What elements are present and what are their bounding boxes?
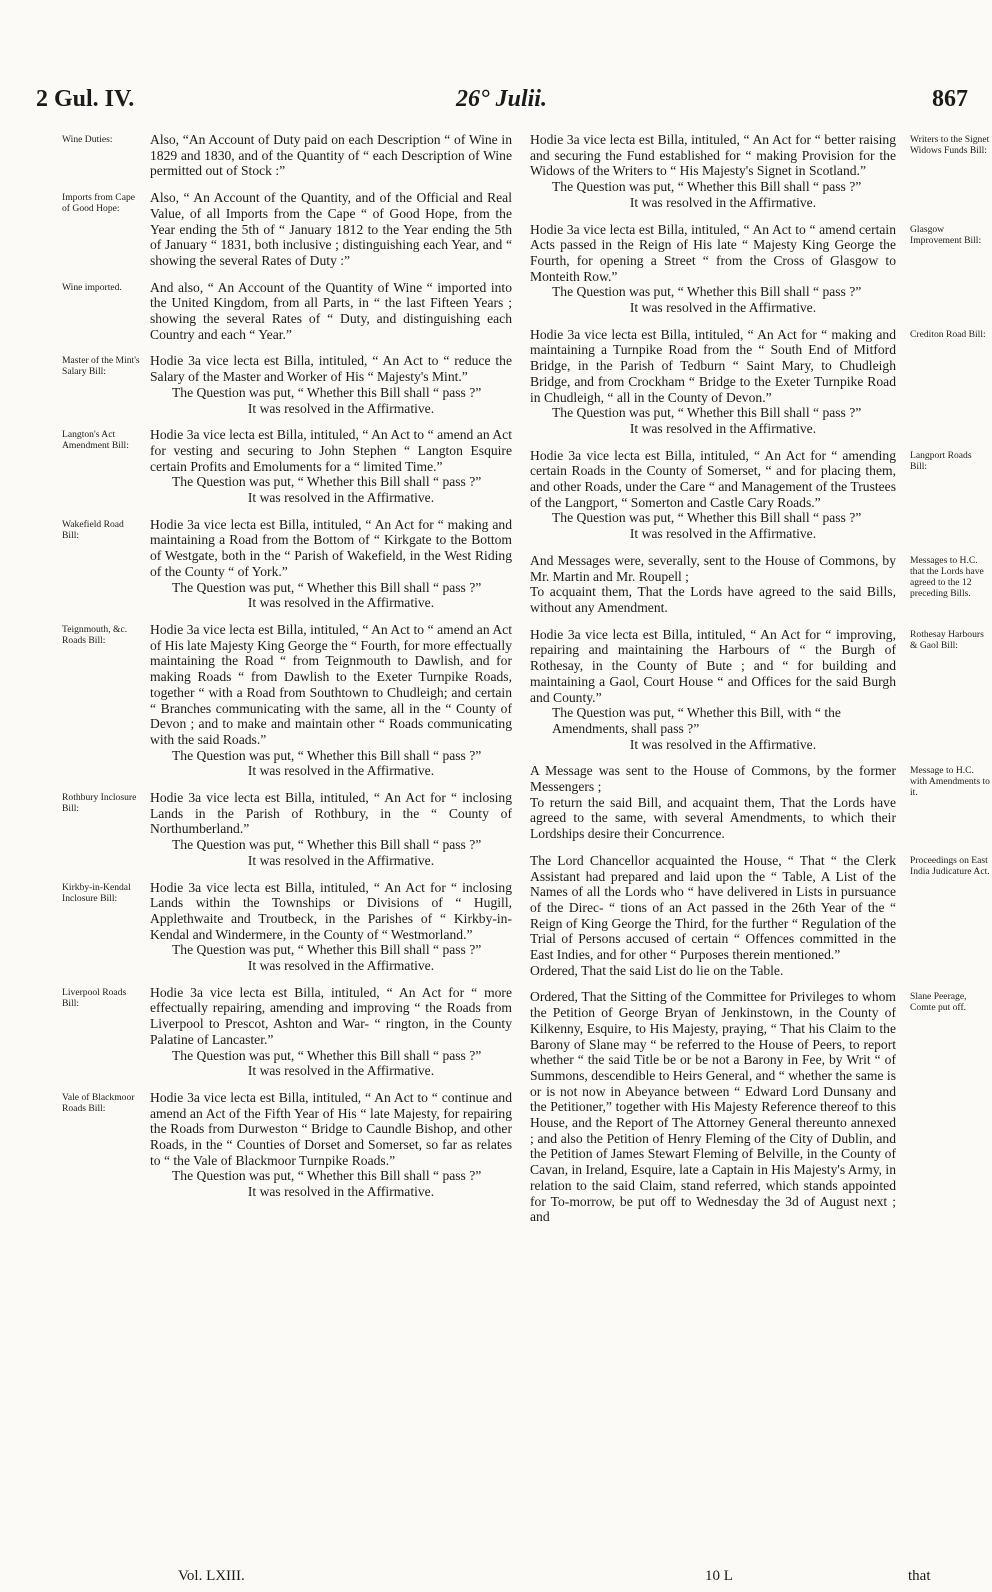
journal-entry xyxy=(530,552,984,616)
entry-text-continued: Ordered, That the said List do lie on the Table. xyxy=(530,962,784,978)
entry-text: Hodie 3a vice lecta est Billa, intituled, “ An Act to “ reduce the Salary of the Master and Worker of His “ Majesty's Mint.” xyxy=(150,353,512,385)
journal-entry xyxy=(62,279,512,343)
question-text: The Question was put, “ Whether this Bill shall “ pass ?” xyxy=(552,405,862,421)
entry-text: And Messages were, severally, sent to the House of Commons, by Mr. Martin and Mr. Roupell ; xyxy=(530,552,896,584)
margin-note: Wine imported. xyxy=(62,281,122,293)
resolution-text: It was resolved in the Affirmative. xyxy=(629,420,817,436)
journal-entry xyxy=(530,447,972,542)
entry-text: Ordered, That the Sitting of the Committee for Privileges to whom the Petition of George Bryan of Jenkinstown, in the County of Kilkenny, Esquire, to His Majesty, praying, “ That his Claim to the Barony of Slane may “ be referred to the House of Peers, to report whether “ the said Title be or be not a Barony in Fee, by Writ “ of Summons, descendible to Heirs General, and “ whether the same is or is not now in Abeyance between “ Edward Lord Dunsany and the Petitioner,” together with His Majesty Reference thereof to this House, and the Report of The Attorney General thereunto annexed ; and also the Petition of Henry Fleming of the City of Dublin, and the Petition of James Stewart Fleming of Belville, in the County of Cavan, in Ireland, Esquire, late a Captain in His Majesty's Army, in relation to the said Claim, stand referred, which stands appointed for To-morrow, be put off to Wednesday the 3d of August next ; and xyxy=(530,989,896,1225)
entry-text: Hodie 3a vice lecta est Billa, intituled, “ An Act for “ improving, repairing and maintaining the Harbours of “ the Burgh of Rothesay, in the County of Bute ; and “ for building and maintaining a Gaol, Court House “ and Offices for the said Burgh and County.” xyxy=(530,626,896,705)
question-text: The Question was put, “ Whether this Bill shall “ pass ?” xyxy=(172,384,482,400)
margin-note: Liverpool Roads Bill: xyxy=(62,986,127,1009)
question-text: The Question was put, “ Whether this Bill, with “ the Amendments, shall pass ?” xyxy=(552,705,841,736)
margin-note: Wakefield Road Bill: xyxy=(62,518,124,541)
journal-entry xyxy=(530,989,967,1225)
journal-entry xyxy=(530,763,990,842)
margin-note: Langton's Act Amendment Bill: xyxy=(62,429,129,452)
header-date: 26° Julii. xyxy=(456,86,547,112)
margin-note: Proceedings on East India Judicature Act. xyxy=(910,854,990,877)
margin-note: Rothbury Inclosure Bill: xyxy=(62,792,137,815)
question-text: The Question was put, “ Whether this Bill shall “ pass ?” xyxy=(172,579,482,595)
journal-entry xyxy=(62,1089,512,1200)
entry-text: Hodie 3a vice lecta est Billa, intituled, “ An Act for “ better raising and securing the Fund established for “ making Provision for the Widows of the Writers to “ His Majesty's Signet in Scotland.” xyxy=(530,132,896,179)
margin-note: Rothesay Harbours & Gaol Bill: xyxy=(910,628,984,651)
margin-note: Master of the Mint's Salary Bill: xyxy=(62,355,140,378)
entry-text: Hodie 3a vice lecta est Billa, intituled, “ An Act for “ more effectually repairing, amending and improving “ the Roads from Liverpool to Prescot, Ashton and War- “ rington, in the County Palatine of Lancaster.” xyxy=(150,984,512,1047)
journal-entry xyxy=(530,852,990,979)
journal-entry xyxy=(62,621,512,779)
journal-entry xyxy=(62,790,512,869)
question-text: The Question was put, “ Whether this Bill shall “ pass ?” xyxy=(172,1168,482,1184)
resolution-text: It was resolved in the Affirmative. xyxy=(247,958,435,974)
journal-entry xyxy=(62,190,512,269)
entry-text: The Lord Chancellor acquainted the House, “ That “ the Clerk Assistant had prepared and laid upon the “ Table, A List of the Names of all the Lords who “ have delivered in Lists in pursuance of the Direc- “ tions of an Act passed in the 26th Year of the “ Reign of King George the Third, for the further “ Regulation of the Trial of Persons accused of certain “ Offences committed in the East Indies, and for other “ Purposes therein mentioned.” xyxy=(530,852,896,963)
question-text: The Question was put, “ Whether this Bill shall “ pass ?” xyxy=(172,747,482,763)
resolution-text: It was resolved in the Affirmative. xyxy=(629,300,817,316)
page-header xyxy=(0,86,992,120)
journal-entry xyxy=(530,626,984,753)
journal-entry xyxy=(62,516,512,611)
journal-entry xyxy=(530,132,990,211)
entry-text: Hodie 3a vice lecta est Billa, intituled, “ An Act to “ amend an Act for vesting and securing to John Stephen “ Langton Esquire certain Profits and Emoluments for a “ limited Time.” xyxy=(150,427,512,474)
margin-note: Messages to H.C. that the Lords have agreed to the 12 preceding Bills. xyxy=(910,554,984,599)
entry-text-continued: To return the said Bill, and acquaint them, That the Lords have agreed to the same, with several Amendments, to which their Lordships desire their Concurrence. xyxy=(530,794,896,842)
volume-label: Vol. LXIII. xyxy=(178,1568,245,1584)
entry-text: Hodie 3a vice lecta est Billa, intituled, “ An Act to “ amend certain Acts passed in the Reign of His late “ Majesty King George the Fourth, for opening a Street “ from the Cross of Glasgow to Monteith Row.” xyxy=(530,221,896,284)
entry-text: Hodie 3a vice lecta est Billa, intituled, “ An Act for “ making and maintaining a Road from the Bottom of “ Kirkgate to the Bottom of Westgate, both in the “ Parish of Wakefield, in the West Riding of the County “ of York.” xyxy=(150,516,512,579)
resolution-text: It was resolved in the Affirmative. xyxy=(247,852,435,868)
entry-text: Also, “ An Account of the Quantity, and of the Official and Real Value, of all Imports from the Cape “ of Good Hope, from the Year ending the 5th of “ January 1812 to the Year ending the 5th of January “ 1831, both inclusive ; distinguishing each Year, and “ showing the several Rates of Duty :” xyxy=(150,190,512,268)
entry-text: Also, “An Account of Duty paid on each Description “ of Wine in 1829 and 1830, and of the Quantity of “ each Description of Wine permitted out of Stock :” xyxy=(150,132,512,179)
margin-note: Teignmouth, &c. Roads Bill: xyxy=(62,623,128,646)
margin-note: Message to H.C. with Amendments to it. xyxy=(910,765,990,799)
resolution-text: It was resolved in the Affirmative. xyxy=(247,1063,435,1079)
margin-note: Writers to the Signet Widows Funds Bill: xyxy=(910,134,990,156)
margin-note: Vale of Blackmoor Roads Bill: xyxy=(62,1091,135,1114)
journal-entry xyxy=(62,879,512,974)
resolution-text: It was resolved in the Affirmative. xyxy=(629,736,817,752)
journal-entry xyxy=(62,427,512,506)
question-text: The Question was put, “ Whether this Bill shall “ pass ?” xyxy=(552,179,862,195)
resolution-text: It was resolved in the Affirmative. xyxy=(247,400,435,416)
left-column xyxy=(62,132,512,1211)
question-text: The Question was put, “ Whether this Bill shall “ pass ?” xyxy=(172,942,482,958)
right-column xyxy=(530,132,990,1236)
journal-entry xyxy=(62,984,512,1079)
margin-note: Crediton Road Bill: xyxy=(910,328,986,340)
journal-entry xyxy=(62,132,512,179)
question-text: The Question was put, “ Whether this Bill shall “ pass ?” xyxy=(172,837,482,853)
margin-note: Wine Duties: xyxy=(62,134,113,145)
question-text: The Question was put, “ Whether this Bill shall “ pass ?” xyxy=(552,510,862,526)
margin-note: Glasgow Improvement Bill: xyxy=(910,223,982,246)
page-number: 867 xyxy=(932,86,968,112)
resolution-text: It was resolved in the Affirmative. xyxy=(247,595,435,611)
journal-entry xyxy=(530,326,986,437)
margin-note: Slane Peerage, Comte put off. xyxy=(910,991,967,1014)
resolution-text: It was resolved in the Affirmative. xyxy=(629,526,817,542)
question-text: The Question was put, “ Whether this Bill shall “ pass ?” xyxy=(552,284,862,300)
header-regnal-year: 2 Gul. IV. xyxy=(36,86,135,112)
entry-text: And also, “ An Account of the Quantity of Wine “ imported into the United Kingdom, from all Parts, in “ the last Fifteen Years ; showing the several Rates of “ Duty, and distinguishing each Country and each “ Year.” xyxy=(150,279,512,342)
question-text: The Question was put, “ Whether this Bill shall “ pass ?” xyxy=(172,474,482,490)
resolution-text: It was resolved in the Affirmative. xyxy=(247,1184,435,1200)
margin-note: Imports from Cape of Good Hope: xyxy=(62,192,136,215)
resolution-text: It was resolved in the Affirmative. xyxy=(247,490,435,506)
resolution-text: It was resolved in the Affirmative. xyxy=(629,194,817,210)
resolution-text: It was resolved in the Affirmative. xyxy=(247,763,435,779)
margin-note: Kirkby-in-Kendal Inclosure Bill: xyxy=(62,881,131,904)
signature-mark: 10 L xyxy=(705,1568,733,1584)
margin-note: Langport Roads Bill: xyxy=(910,449,972,472)
entry-text-continued: To acquaint them, That the Lords have agreed to the said Bills, without any Amendment. xyxy=(530,584,896,615)
entry-text: Hodie 3a vice lecta est Billa, intituled, “ An Act to “ amend an Act of His late Majesty King George the “ Fourth, for more effectually maintaining the Road “ from Teignmouth to Dawlish, and for making Roads “ from Dawlish to the Exeter Turnpike Roads, together “ with a Road from Southtown to Chudleigh; and certain “ Branches communicating with the same, all in the “ County of Devon ; and to make and maintain other “ Roads communicating with the said Roads.” xyxy=(150,621,512,747)
catchword: that xyxy=(908,1568,931,1584)
entry-text: Hodie 3a vice lecta est Billa, intituled, “ An Act for “ amending certain Roads in the County of Somerset, “ and for placing them, and other Roads, under the Care “ and Management of the Trustees of the Langport, “ Somerton and Castle Cary Roads.” xyxy=(530,447,896,510)
entry-text: Hodie 3a vice lecta est Billa, intituled, “ An Act to “ continue and amend an Act of the Fifth Year of His “ late Majesty, for repairing the Roads from Durweston “ Bridge to Caundle Bishop, and other Roads, in the “ Counties of Dorset and Somerset, so far as relates to “ the Vale of Blackmoor Turnpike Roads.” xyxy=(150,1089,512,1168)
journal-entry xyxy=(62,353,512,416)
question-text: The Question was put, “ Whether this Bill shall “ pass ?” xyxy=(172,1047,482,1063)
entry-text: Hodie 3a vice lecta est Billa, intituled, “ An Act for “ inclosing Lands within the Townships or Divisions of “ Hugill, Applethwaite and Troutbeck, in the Parishes of “ Kirkby-in-Kendal and Windermere, in the County of “ Westmorland.” xyxy=(150,879,512,942)
entry-text: Hodie 3a vice lecta est Billa, intituled, “ An Act for “ inclosing Lands in the Parish of Rothbury, in the “ County of Northumberland.” xyxy=(150,790,512,837)
entry-text: A Message was sent to the House of Commons, by the former Messengers ; xyxy=(530,763,896,795)
entry-text: Hodie 3a vice lecta est Billa, intituled, “ An Act for “ making and maintaining a Turnpike Road from the “ South End of Mitford Bridge, in the Parish of Tedburn “ Saint Mary, to Chudleigh Bridge, and from Crockham “ Bridge to the Exeter Turnpike Road in Chudleigh, “ all in the County of Devon.” xyxy=(530,326,896,405)
journal-entry xyxy=(530,221,982,316)
